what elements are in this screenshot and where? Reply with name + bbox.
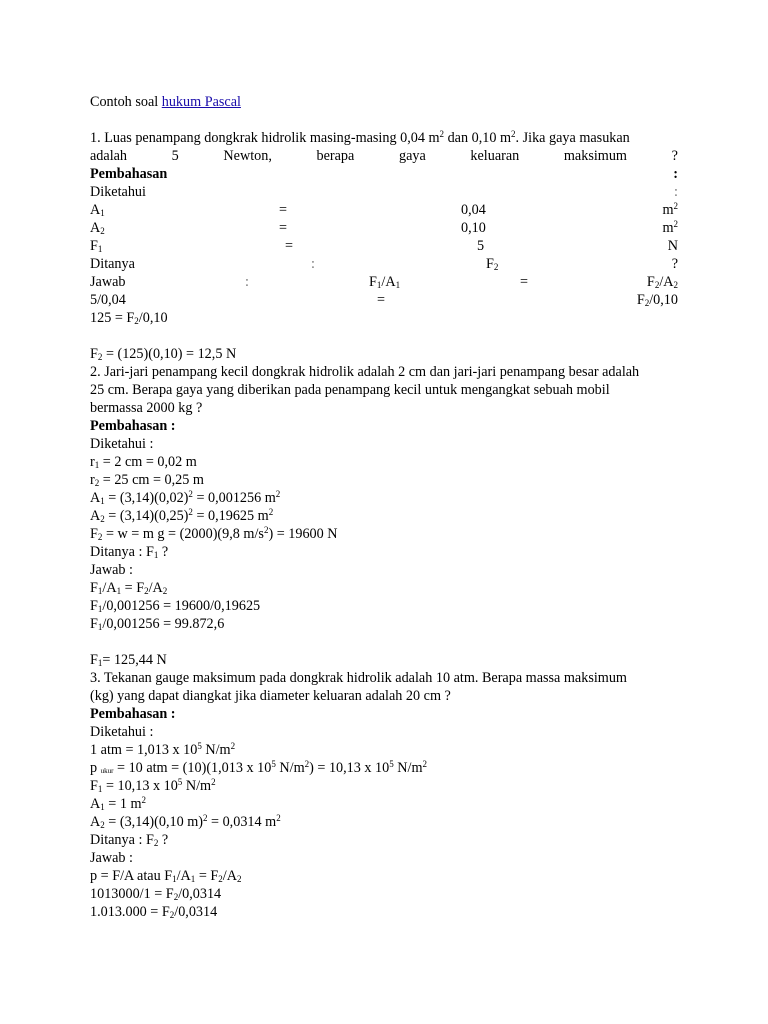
q2-eq2: $F_1/0,001256 = 99.872,6$ bbox=[90, 616, 225, 632]
q2-r1: $r_1 = 2$ cm = 0,02 m bbox=[90, 454, 197, 470]
q1-a2-row: $A_2$ = 0,10 $m^2$ bbox=[90, 219, 678, 236]
q1-line1 bbox=[90, 129, 678, 147]
q1-ditanya-row: Ditanya : $F_2$ ? bbox=[90, 256, 678, 272]
q3-line1: 3. Tekanan gauge maksimum pada dongkrak hidrolik adalah 10 atm. Berapa massa maksimum bbox=[90, 670, 627, 686]
document-title bbox=[90, 93, 678, 111]
q2-a2: $A_2 = (3,14)(0,25)^2 = 0,19625$ $m^2$ bbox=[90, 507, 274, 524]
q1-result: $F_2 = (125)(0,10) = 12,5$ N bbox=[90, 346, 237, 362]
q3-line2: (kg) yang dapat diangkat jika diameter keluaran adalah 20 cm ? bbox=[90, 688, 451, 704]
q3-atm: 1 atm = 1,013 x $10^5$ $N/m^2$ bbox=[90, 741, 236, 758]
q3-eq2: $1.013.000 = F_2/0,0314$ bbox=[90, 904, 218, 920]
q1-text: 1. Luas penampang dongkrak hidrolik masing-masing 0,04 $m^2$ dan 0,10 $m^2$. Jika gaya masukan bbox=[90, 129, 630, 146]
q3-p-ukur: p ukur = 10 atm = (10)(1,013 x $10^5$ $N/m^2) = 10,13$ x $10^5$ $N/m^2$ bbox=[90, 759, 428, 776]
q2-line3: bermassa 2000 kg ? bbox=[90, 400, 203, 416]
q2-diketahui: Diketahui : bbox=[90, 436, 154, 452]
q1-diketahui: Diketahui : bbox=[90, 184, 678, 200]
hukum-pascal-link[interactable]: hukum Pascal bbox=[161, 94, 241, 110]
q1-line2: adalah 5 Newton, berapa gaya keluaran maksimum ? bbox=[90, 148, 678, 164]
q3-a1: $A_1 = 1$ $m^2$ bbox=[90, 795, 147, 812]
q2-f2: $F_2 = w = m$ g = (2000)(9,8 $m/s^2) = 19600$ N bbox=[90, 525, 338, 542]
title-text: Contoh soal bbox=[90, 94, 162, 110]
q3-f1: $F_1 = 10,13$ x $10^5$ $N/m^2$ bbox=[90, 777, 216, 794]
q2-eq1: $F_1/0,001256 = 19600/0,19625$ bbox=[90, 598, 261, 614]
q3-ditanya: Ditanya : $F_2$ ? bbox=[90, 832, 169, 848]
q2-r2: $r_2 = 25$ cm = 0,25 m bbox=[90, 472, 204, 488]
q2-a1: $A_1 = (3,14)(0,02)^2 = 0,001256$ $m^2$ bbox=[90, 489, 281, 506]
q1-ratio-row: 5/0,04 = $F_2/0,10$ bbox=[90, 292, 678, 308]
q1-a1-row: $A_1$ = 0,04 $m^2$ bbox=[90, 201, 678, 218]
q3-diketahui: Diketahui : bbox=[90, 724, 154, 740]
q2-line2: 25 cm. Berapa gaya yang diberikan pada penampang kecil untuk mengangkat sebuah mobil bbox=[90, 382, 610, 398]
q1-pembahasan: Pembahasan : bbox=[90, 166, 678, 182]
q3-pembahasan: Pembahasan : bbox=[90, 706, 176, 722]
q2-line1: 2. Jari-jari penampang kecil dongkrak hidrolik adalah 2 cm dan jari-jari penampang besar adalah bbox=[90, 364, 640, 380]
q2-jawab: Jawab : bbox=[90, 562, 133, 578]
q3-jawab: Jawab : bbox=[90, 850, 133, 866]
q2-result: $F_1= 125,44$ N bbox=[90, 652, 167, 668]
q2-eq0: $F_1/A_1 = F_2/A_2$ bbox=[90, 580, 168, 596]
q1-f1-row: $F_1$ = 5 N bbox=[90, 238, 678, 254]
document-content bbox=[90, 93, 678, 921]
q2-pembahasan: Pembahasan : bbox=[90, 418, 176, 434]
q3-eq1: $1013000/1 = F_2/0,0314$ bbox=[90, 886, 222, 902]
q2-ditanya: Ditanya : $F_1$ ? bbox=[90, 544, 169, 560]
q3-pfa: p = F/A atau $F_1/A_1 = F_2/A_2$ bbox=[90, 868, 242, 884]
q1-125-row: $125 = F_2/0,10$ bbox=[90, 310, 168, 326]
q3-a2: $A_2 = (3,14)(0,10$ m)$^2$ = 0,0314 $m^2$ bbox=[90, 813, 281, 830]
q1-jawab-row: Jawab : $F_1/A_1$ = $F_2/A_2$ bbox=[90, 274, 678, 290]
